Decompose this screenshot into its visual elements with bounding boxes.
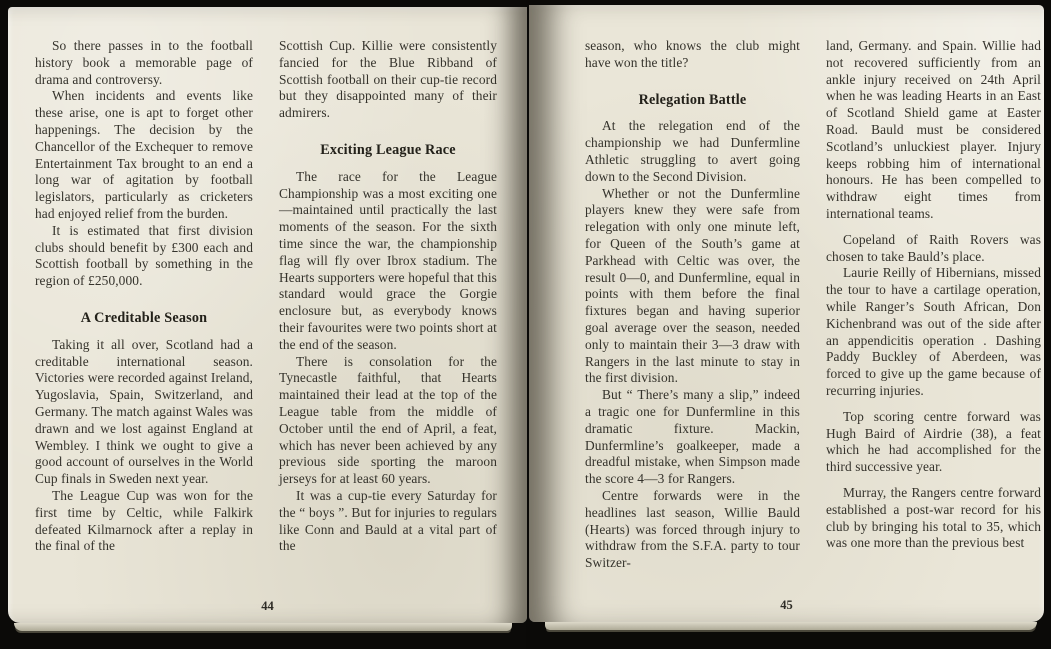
paragraph: When incidents and events like these arise, one is apt to forget other happenings. The decision by the Chancellor of the Exchequer to remove Entertainment Tax brought to an end a long war of agitation by football legislators, particularly as cricketers had enjoyed relief from the burden. (35, 88, 253, 221)
left-page (8, 7, 527, 623)
paragraph: But “ There’s many a slip,” indeed a tragic one for Dunfermline in this dramatic fixture. Mackin, Dunfermline’s goalkeeper, made a dreadful mistake, when Simpson made the score 4—3 for Rangers. (585, 387, 800, 487)
right-page-column-1 (585, 38, 800, 622)
paragraph: Scottish Cup. Killie were consistently fancied for the Blue Ribband of Scottish football on their cup-tie record but they disappointed many of their admirers. (279, 38, 497, 121)
section-heading: Exciting League Race (320, 141, 456, 158)
section-heading: Relegation Battle (638, 91, 747, 108)
paragraph: season, who knows the club might have won the title? (585, 38, 800, 70)
section-heading: A Creditable Season (80, 309, 208, 326)
paragraph: There is consolation for the Tynecastle faithful, that Hearts maintained their lead at the top of the League table from the middle of October until the end of April, a feat, which has never been achieved by any previous side sporting the maroon jerseys for at least 60 years. (279, 353, 497, 487)
paragraph: Laurie Reilly of Hibernians, missed the tour to have a cartilage operation, while Ranger’s South African, Don Kichenbrand was out of the side after an appendicitis operation . Dashing Paddy Buckley of Aberdeen, was forced to give up the game because of recurring injuries. (826, 265, 1041, 398)
left-page-column-2 (279, 38, 497, 623)
paragraph: The League Cup was won for the first time by Celtic, while Falkirk defeated Kilmarnock after a replay in the final of the (35, 487, 253, 554)
page-number: 45 (780, 598, 793, 612)
right-page-column-2 (826, 38, 1041, 622)
paragraph: It was a cup-tie every Saturday for the “ boys ”. But for injuries to regulars like Conn and Bauld at a vital part of the (279, 487, 497, 554)
page-stack-edge (545, 622, 1037, 630)
left-page-content (8, 7, 527, 623)
page-number: 44 (261, 599, 274, 613)
paragraph: Whether or not the Dunfermline players knew they were safe from relegation with only one minute left, for Queen of the South’s game at Parkhead with Celtic was over, the result 0—0, and Dunfermline, equal in points with them before the final fixtures began and having superior goal average over the season, needed only to maintain their 3—3 draw with Rangers in the last minute to stay in the first division. (585, 185, 800, 386)
paragraph: At the relegation end of the championship we had Dunfermline Athletic struggling to avert going down to the Second Division. (585, 118, 800, 184)
paragraph: The race for the League Championship was a most exciting one—maintained until practically the last moments of the season. For the sixth time since the war, the championship flag will fly over Ibrox stadium. The Hearts supporters were hopeful that this standard would grace the Gorgie enclosure but, as everybody knows their favourites were two points short at the end of the season. (279, 168, 497, 352)
paragraph: Murray, the Rangers centre forward established a post-war record for his club by bringing his total to 35, which was one more than the previous best (826, 484, 1041, 551)
left-page-column-1 (35, 38, 253, 623)
paragraph: It is estimated that first division clubs should benefit by £300 each and Scottish football by something in the region of £250,000. (35, 222, 253, 289)
paragraph: land, Germany. and Spain. Willie had not recovered sufficiently from an ankle injury received on 24th April when he was leading Hearts in an East of Scotland Shield game at Easter Road. Bauld must be considered Scotland’s unluckiest player. Injury keeps robbing him of international honours. He has been compelled to withdraw eight times from international teams. (826, 38, 1041, 221)
paragraph: So there passes in to the football history book a memorable page of drama and controversy. (35, 38, 253, 87)
right-page-content (529, 5, 1044, 622)
right-page (529, 5, 1044, 622)
paragraph: Centre forwards were in the headlines last season, Willie Bauld (Hearts) was forced through injury to withdraw from the S.F.A. party to tour Switzer- (585, 487, 800, 571)
page-stack-edge (14, 623, 512, 631)
paragraph: Copeland of Raith Rovers was chosen to take Bauld’s place. (826, 231, 1041, 264)
paragraph: Top scoring centre forward was Hugh Baird of Airdrie (38), a feat which he had accomplished for the third successive year. (826, 408, 1041, 475)
paragraph: Taking it all over, Scotland had a creditable international season. Victories were recorded against Ireland, Yugoslavia, Spain, Switzerland, and Germany. The match against Wales was drawn and we lost against England at Wembley. I think we ought to give a good account of ourselves in the World Cup finals in Sweden next year. (35, 336, 253, 487)
